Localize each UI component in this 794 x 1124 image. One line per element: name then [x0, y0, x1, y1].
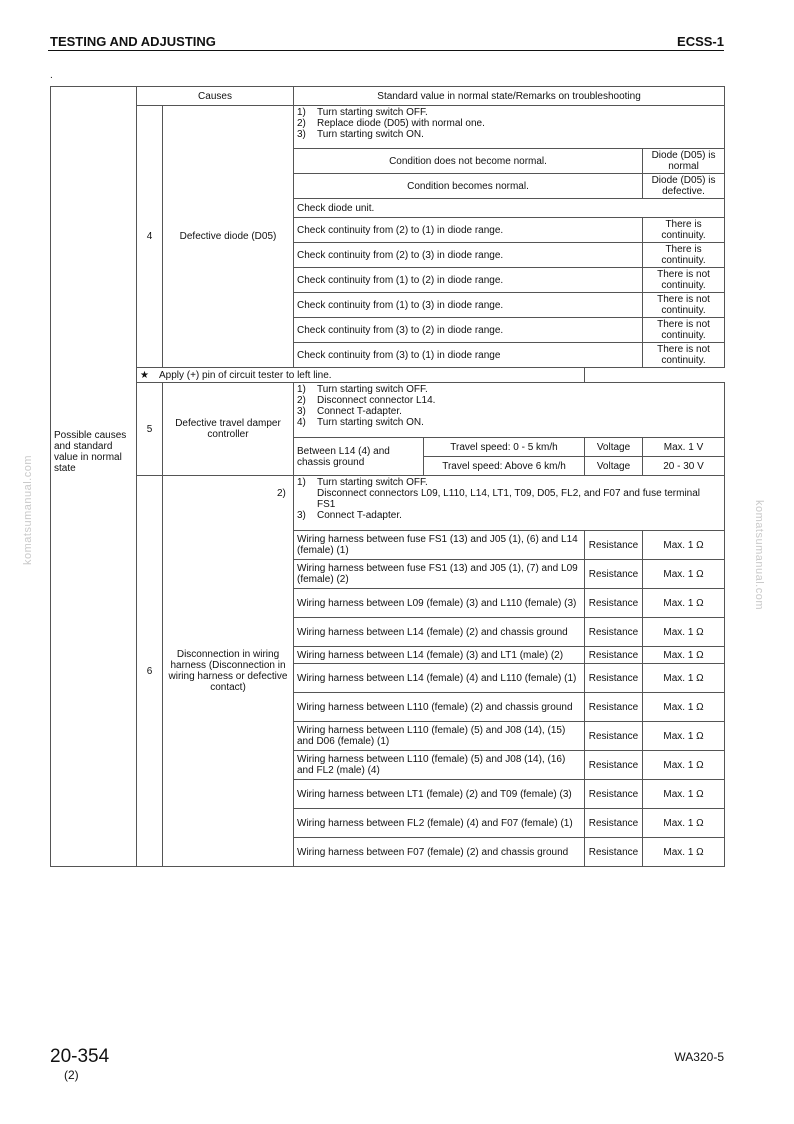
harness-value: Max. 1 Ω [643, 618, 725, 647]
table-row [51, 87, 725, 106]
measure-item: Voltage [585, 457, 643, 476]
harness-item: Wiring harness between fuse FS1 (13) and J05 (1), (6) and L14 (female) (1) [294, 531, 585, 560]
step-number: 2) [277, 488, 286, 499]
check-result: There is not continuity. [643, 293, 725, 318]
harness-measure: Resistance [585, 618, 643, 647]
harness-measure: Resistance [585, 809, 643, 838]
step-number: 3) [297, 510, 306, 521]
harness-measure: Resistance [585, 780, 643, 809]
measure-value: Max. 1 V [643, 438, 725, 457]
harness-value: Max. 1 Ω [643, 838, 725, 867]
cause-label: Disconnection in wiring harness (Disconnection in wiring harness or defective contact) [163, 476, 294, 867]
standard-header: Standard value in normal state/Remarks on troubleshooting [294, 87, 725, 106]
step-item [297, 118, 721, 129]
harness-item: Wiring harness between L110 (female) (5) and J08 (14), (15) and D06 (female) (1) [294, 722, 585, 751]
table-row [51, 476, 725, 531]
harness-item: Wiring harness between L14 (female) (2) and chassis ground [294, 618, 585, 647]
step-number: 3) [297, 129, 306, 140]
table-row [51, 383, 725, 438]
step-item [297, 129, 721, 140]
section-title: TESTING AND ADJUSTING [50, 34, 216, 49]
step-text: Turn starting switch ON. [317, 417, 424, 428]
harness-item: Wiring harness between F07 (female) (2) and chassis ground [294, 838, 585, 867]
step-item [297, 477, 721, 488]
steps-list [277, 476, 725, 531]
step-text: Turn starting switch OFF. [317, 477, 428, 488]
harness-measure: Resistance [585, 560, 643, 589]
step-text: Turn starting switch ON. [317, 129, 424, 140]
steps-list [294, 106, 725, 149]
harness-value: Max. 1 Ω [643, 531, 725, 560]
section-code: ECSS-1 [677, 34, 724, 49]
harness-value: Max. 1 Ω [643, 647, 725, 664]
step-text: Disconnect connectors L09, L110, L14, LT1, T09, D05, FL2, and F07 and fuse terminal FS1 [317, 488, 701, 510]
check-item: Check continuity from (3) to (1) in diode range [294, 343, 643, 368]
harness-value: Max. 1 Ω [643, 780, 725, 809]
side-label: Possible causes and standard value in normal state [51, 87, 137, 867]
harness-item: Wiring harness between L110 (female) (2) and chassis ground [294, 693, 585, 722]
harness-measure: Resistance [585, 751, 643, 780]
step-item [297, 384, 721, 395]
note [137, 368, 585, 383]
step-text: Turn starting switch OFF. [317, 384, 428, 395]
harness-value: Max. 1 Ω [643, 809, 725, 838]
watermark-right: komatsumanual.com [753, 500, 765, 610]
cause-number: 6 [137, 476, 163, 867]
cause-number: 5 [137, 383, 163, 476]
step-number: 1) [297, 477, 306, 488]
harness-value: Max. 1 Ω [643, 589, 725, 618]
harness-measure: Resistance [585, 647, 643, 664]
step-number: 1) [297, 384, 306, 395]
header-rule [48, 50, 724, 51]
harness-item: Wiring harness between LT1 (female) (2) and T09 (female) (3) [294, 780, 585, 809]
harness-value: Max. 1 Ω [643, 722, 725, 751]
troubleshooting-table [50, 86, 725, 867]
cause-label: Defective travel damper controller [163, 383, 294, 476]
check-item: Check continuity from (1) to (2) in diode range. [294, 268, 643, 293]
step-text: Turn starting switch OFF. [317, 107, 428, 118]
step-text: Connect T-adapter. [317, 406, 402, 417]
step-item [297, 107, 721, 118]
step-item [297, 406, 721, 417]
step-item [297, 510, 721, 521]
measure-between: Between L14 (4) and chassis ground [294, 438, 424, 476]
harness-measure: Resistance [585, 693, 643, 722]
step-item [297, 395, 721, 406]
page-number: 20-354 [50, 1046, 110, 1067]
step-item [277, 488, 721, 510]
condition: Condition does not become normal. [294, 149, 643, 174]
harness-value: Max. 1 Ω [643, 560, 725, 589]
check-result: There is not continuity. [643, 343, 725, 368]
check-result: There is continuity. [643, 243, 725, 268]
check-item: Check continuity from (2) to (3) in diode range. [294, 243, 643, 268]
check-result: There is not continuity. [643, 318, 725, 343]
stray-dot: . [50, 70, 53, 81]
step-item [297, 417, 721, 428]
harness-item: Wiring harness between FL2 (female) (4) and F07 (female) (1) [294, 809, 585, 838]
harness-measure: Resistance [585, 589, 643, 618]
step-number: 2) [297, 395, 306, 406]
step-text: Disconnect connector L14. [317, 395, 436, 406]
step-number: 2) [297, 118, 306, 129]
measure-value: 20 - 30 V [643, 457, 725, 476]
harness-value: Max. 1 Ω [643, 751, 725, 780]
step-text: Replace diode (D05) with normal one. [317, 118, 485, 129]
check-result: There is not continuity. [643, 268, 725, 293]
step-number: 3) [297, 406, 306, 417]
table-row [51, 106, 725, 149]
measure-condition: Travel speed: 0 - 5 km/h [424, 438, 585, 457]
check-item: Check continuity from (3) to (2) in diode range. [294, 318, 643, 343]
steps-list [294, 383, 725, 438]
harness-measure: Resistance [585, 531, 643, 560]
harness-item: Wiring harness between L14 (female) (3) and LT1 (male) (2) [294, 647, 585, 664]
measure-item: Voltage [585, 438, 643, 457]
revision: (2) [64, 1068, 79, 1082]
cause-label: Defective diode (D05) [163, 106, 294, 368]
harness-measure: Resistance [585, 838, 643, 867]
cause-number: 4 [137, 106, 163, 368]
harness-value: Max. 1 Ω [643, 664, 725, 693]
harness-measure: Resistance [585, 722, 643, 751]
causes-header: Causes [137, 87, 294, 106]
condition-result: Diode (D05) is defective. [643, 174, 725, 199]
model-name: WA320-5 [674, 1050, 724, 1064]
harness-item: Wiring harness between L14 (female) (4) and L110 (female) (1) [294, 664, 585, 693]
harness-item: Wiring harness between L110 (female) (5) and J08 (14), (16) and FL2 (male) (4) [294, 751, 585, 780]
step-number: 1) [297, 107, 306, 118]
condition-result: Diode (D05) is normal [643, 149, 725, 174]
check-item: Check continuity from (2) to (1) in diode range. [294, 218, 643, 243]
note-text: Apply (+) pin of circuit tester to left line. [158, 369, 332, 381]
watermark-left: komatsumanual.com [22, 455, 34, 565]
step-number: 4) [297, 417, 306, 428]
check-item: Check continuity from (1) to (3) in diode range. [294, 293, 643, 318]
harness-value: Max. 1 Ω [643, 693, 725, 722]
step-text: Connect T-adapter. [317, 510, 402, 521]
harness-item: Wiring harness between L09 (female) (3) and L110 (female) (3) [294, 589, 585, 618]
table-row [51, 368, 725, 383]
harness-measure: Resistance [585, 664, 643, 693]
check-result: There is continuity. [643, 218, 725, 243]
star-icon: ★ [140, 369, 149, 381]
measure-condition: Travel speed: Above 6 km/h [424, 457, 585, 476]
condition: Condition becomes normal. [294, 174, 643, 199]
check-title: Check diode unit. [294, 199, 725, 218]
harness-item: Wiring harness between fuse FS1 (13) and J05 (1), (7) and L09 (female) (2) [294, 560, 585, 589]
